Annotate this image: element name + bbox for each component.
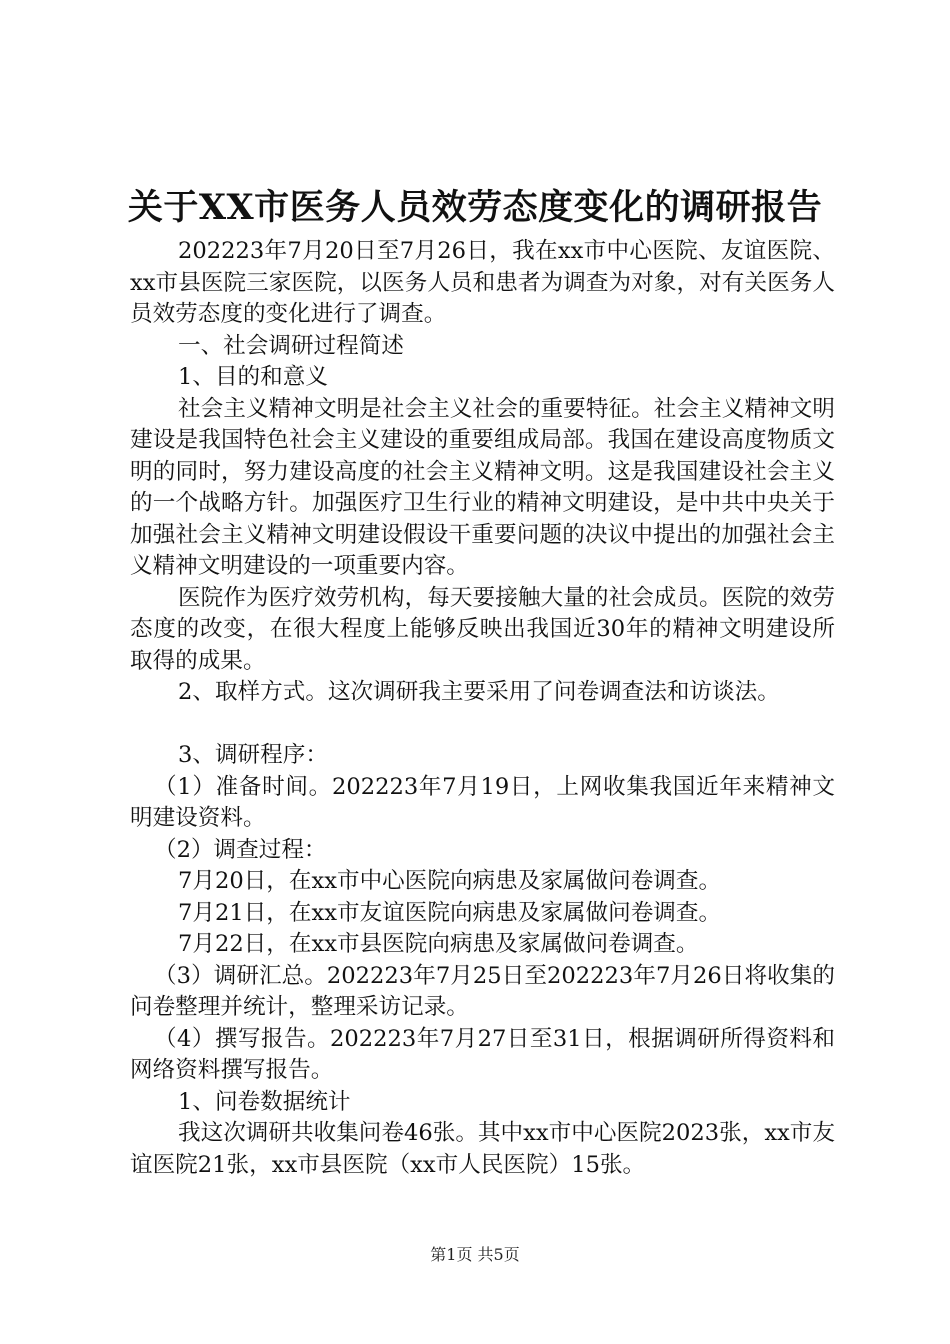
procedure-step-writing: （4）撰写报告。202223年7月27日至31日，根据调研所得资料和网络资料撰写报告。 bbox=[130, 1025, 835, 1083]
subheading-sampling: 2、取样方式。这次调研我主要采用了问卷调查法和访谈法。 bbox=[178, 679, 780, 705]
subheading-procedure: 3、调研程序： bbox=[178, 742, 328, 768]
procedure-step-survey: （2）调查过程： bbox=[154, 836, 327, 863]
paragraph-hospital-role: 医院作为医疗效劳机构，每天要接触大量的社会成员。医院的效劳态度的改变，在很大程度上能够反映出我国近30年的精神文明建设所取得的成果。 bbox=[130, 584, 835, 674]
survey-day-2: 7月21日，在xx市友谊医院向病患及家属做问卷调查。 bbox=[178, 899, 722, 926]
procedure-step-preparation: （1）准备时间。202223年7月19日，上网收集我国近年来精神文明建设资料。 bbox=[130, 773, 835, 831]
heading-section-1: 一、社会调研过程简述 bbox=[178, 332, 404, 359]
survey-day-1: 7月20日，在xx市中心医院向病患及家属做问卷调查。 bbox=[178, 868, 722, 894]
procedure-step-summary: （3）调研汇总。202223年7月25日至202223年7月26日将收集的问卷整理并统计，整理采访记录。 bbox=[130, 962, 835, 1020]
page-number-footer: 第1页 共5页 bbox=[430, 1245, 520, 1264]
survey-day-3: 7月22日，在xx市县医院向病患及家属做问卷调查。 bbox=[178, 931, 699, 957]
blank-line bbox=[130, 709, 835, 741]
paragraph-statistics: 我这次调研共收集问卷46张。其中xx市中心医院2023张，xx市友谊医院21张，xx市县医院（xx市人民医院）15张。 bbox=[130, 1120, 835, 1178]
document-body bbox=[130, 236, 835, 1181]
paragraph-spiritual-civilization: 社会主义精神文明是社会主义社会的重要特征。社会主义精神文明建设是我国特色社会主义建设的重要组成局部。我国在建设高度物质文明的同时，努力建设高度的社会主义精神文明。这是我国建设社会主义的一个战略方针。加强医疗卫生行业的精神文明建设，是中共中央关于加强社会主义精神文明建设假设干重要问题的决议中提出的加强社会主义精神文明建设的一项重要内容。 bbox=[130, 395, 835, 579]
document-title: 关于XX市医务人员效劳态度变化的调研报告 bbox=[127, 187, 823, 228]
subheading-statistics: 1、问卷数据统计 bbox=[178, 1088, 351, 1115]
subheading-purpose: 1、目的和意义 bbox=[178, 364, 328, 390]
paragraph-intro: 202223年7月20日至7月26日，我在xx市中心医院、友谊医院、xx市县医院三家医院，以医务人员和患者为调查为对象，对有关医务人员效劳态度的变化进行了调查。 bbox=[130, 238, 835, 327]
